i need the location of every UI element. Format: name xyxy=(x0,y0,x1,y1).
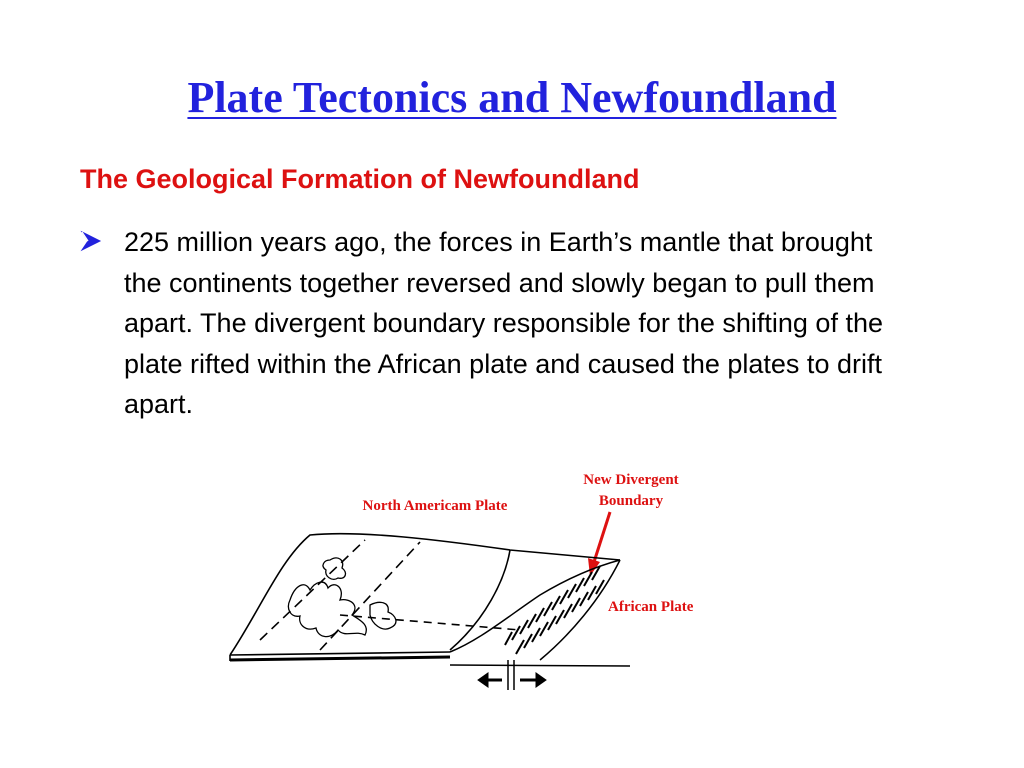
label-african-plate: African Plate xyxy=(608,599,694,615)
newfoundland-outline xyxy=(288,558,395,637)
rift-marker xyxy=(508,660,514,690)
label-new-divergent-boundary: New Divergent Boundary xyxy=(583,472,679,509)
slide-subtitle: The Geological Formation of Newfoundland xyxy=(80,164,640,194)
bullet-text: 225 million years ago, the forces in Earth’s mantle that brought the continents together reversed and slowly began to pull them apart. The divergent boundary responsible for the shifting of the plate rifted within the African plate and caused the plates to drift apart. xyxy=(124,227,883,419)
drift-arrows xyxy=(478,673,546,687)
label-north-american-plate: North Americam Plate xyxy=(362,498,508,514)
north-american-plate-block xyxy=(230,534,620,661)
arrowhead-bullet-icon xyxy=(80,230,102,252)
slide-title: Plate Tectonics and Newfoundland xyxy=(187,73,837,122)
plate-drift-diagram xyxy=(220,520,660,700)
